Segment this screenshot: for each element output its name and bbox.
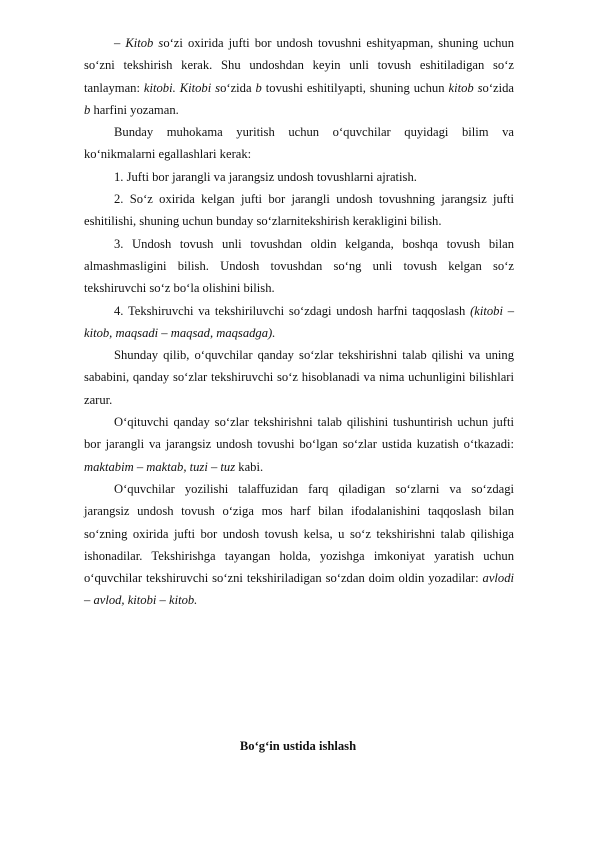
paragraph-dialogue: – Kitob so‘zi oxirida jufti bor undosh tovushni eshityapman, shuning uchun so‘zni tekshirish kerak. Shu undoshdan keyin unli tovush eshitiladigan so‘z tanlayman: kitobi. Kitobi so‘zida b tovushi eshitilyapti, shuning uchun kitob so‘zida b harfini yozaman. — [84, 36, 514, 117]
paragraph-intro: Bunday muhokama yuritish uchun o‘quvchilar quyidagi bilim va ko‘nikmalarni egallashlari kerak: — [84, 125, 514, 162]
paragraph-summary: Shunday qilib, o‘quvchilar qanday so‘zlar tekshirishni talab qilishi va uning sababini, qanday so‘zlar tekshiruvchi so‘z hisoblanadi va nima uchunligini bilishlari zarur. — [84, 348, 514, 407]
paragraph-students: O‘quvchilar yozilishi talaffuzidan farq qiladigan so‘zlarni va so‘zdagi jarangsiz undosh tovush o‘ziga mos harf bilan ifodalanishini taqqoslash bilan so‘zning oxirida jufti bor undosh tovush kelsa, u so‘z tekshirishni talab qilishiga ishonadilar. Tekshirishga tayangan holda, yozishga imkoniyat yaratish uchun o‘quvchilar tekshiruvchi so‘zni tekshiriladigan so‘zdan doim oldin yozadilar: avlodi – avlod, kitobi – kitob. — [84, 481, 514, 608]
document-body — [84, 32, 514, 612]
list-item-2: 2. So‘z oxirida kelgan jufti bor jarangli undosh tovushning jarangsiz jufti eshitilishi, shuning uchun bunday so‘zlarnitekshirish kerakligini bilish. — [84, 192, 514, 229]
section-heading: Bo‘g‘in ustida ishlash — [239, 739, 357, 753]
list-item-4: 4. Tekshiruvchi va tekshiriluvchi so‘zdagi undosh harfni taqqoslash (kitobi – kitob, maqsadi – maqsad, maqsadga). — [84, 303, 514, 340]
list-item-3: 3. Undosh tovush unli tovushdan oldin kelganda, boshqa tovush bilan almashmasligini bilish. Undosh tovushdan so‘ng unli tovush kelgan so‘z tekshiruvchi so‘z bo‘la olishini bilish. — [84, 236, 514, 296]
list-item-1: 1. Jufti bor jarangli va jarangsiz undosh tovushlarni ajratish. — [114, 169, 417, 184]
paragraph-teacher: O‘qituvchi qanday so‘zlar tekshirishni talab qilishini tushuntirish uchun jufti bor jarangli va jarangsiz undosh tovushi bo‘lgan so‘zlar ustida kuzatish o‘tkazadi: maktabim – maktab, tuzi – tuz kabi. — [84, 415, 514, 474]
